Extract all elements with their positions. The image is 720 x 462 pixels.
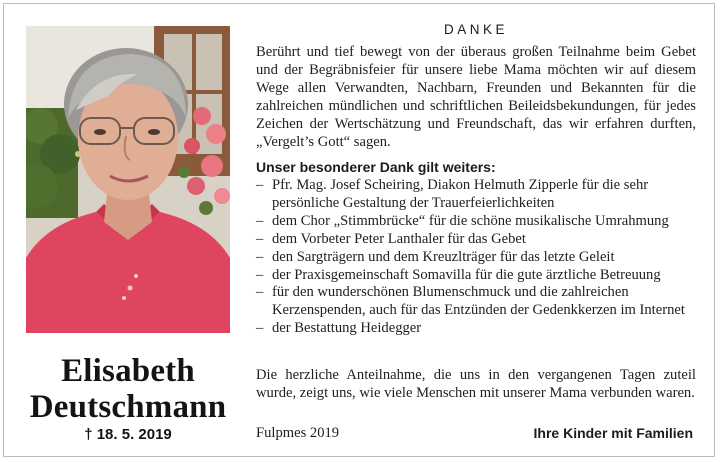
- list-item: – den Sargträgern und dem Kreuzlträger für das letzte Geleit: [256, 248, 615, 265]
- special-thanks-title: Unser besonderer Dank gilt weiters:: [256, 159, 496, 175]
- signature: Ihre Kinder mit Familien: [533, 425, 693, 441]
- deceased-first-name: Elisabeth: [61, 353, 195, 389]
- notice-heading: DANKE: [443, 22, 508, 37]
- portrait-photo: [26, 26, 230, 333]
- death-date: † 18. 5. 2019: [84, 426, 172, 443]
- list-item: – der Bestattung Heidegger: [256, 320, 422, 337]
- closing-paragraph: Die herzliche Anteilnahme, die uns in den vergangenen Tagen zuteil wurde, zeigt uns, wie viele Menschen mit unserer Mama verbunden waren.: [256, 367, 696, 401]
- thanks-list: [256, 177, 696, 338]
- list-item: – der Praxisgemeinschaft Somavilla für die gute ärztliche Betreuung: [256, 266, 661, 283]
- list-item: – dem Vorbeter Peter Lanthaler für das Gebet: [256, 230, 526, 247]
- intro-paragraph: Berührt und tief bewegt von der überaus großen Teilnahme beim Gebet und der Begräbnisfeier für unsere liebe Mama möchten wir auf diesem Wege allen Verwandten, Nachbarn, Freunden und Bekannten für die zahlreichen mündlichen und schriftlichen Beileidsbekundungen, für jedes Zeichen der Wertschätzung und Freundschaft, das wir erfahren durften, „Vergelt’s Gott“ sagen.: [256, 44, 696, 150]
- deceased-last-name: Deutschmann: [29, 389, 227, 425]
- list-item: – für den wunderschönen Blumenschmuck und die zahlreichen Kerzenspenden, auch für das Entzünden der Gedenkkerzen im Internet: [256, 284, 685, 319]
- list-item: – Pfr. Mag. Josef Scheiring, Diakon Helmuth Zipperle für die sehr persönliche Gestaltung der Trauerfeierlichkeiten: [256, 177, 649, 211]
- list-item: – dem Chor „Stimmbrücke“ für die schöne musikalische Umrahmung: [256, 212, 669, 229]
- place-year: Fulpmes 2019: [256, 425, 340, 441]
